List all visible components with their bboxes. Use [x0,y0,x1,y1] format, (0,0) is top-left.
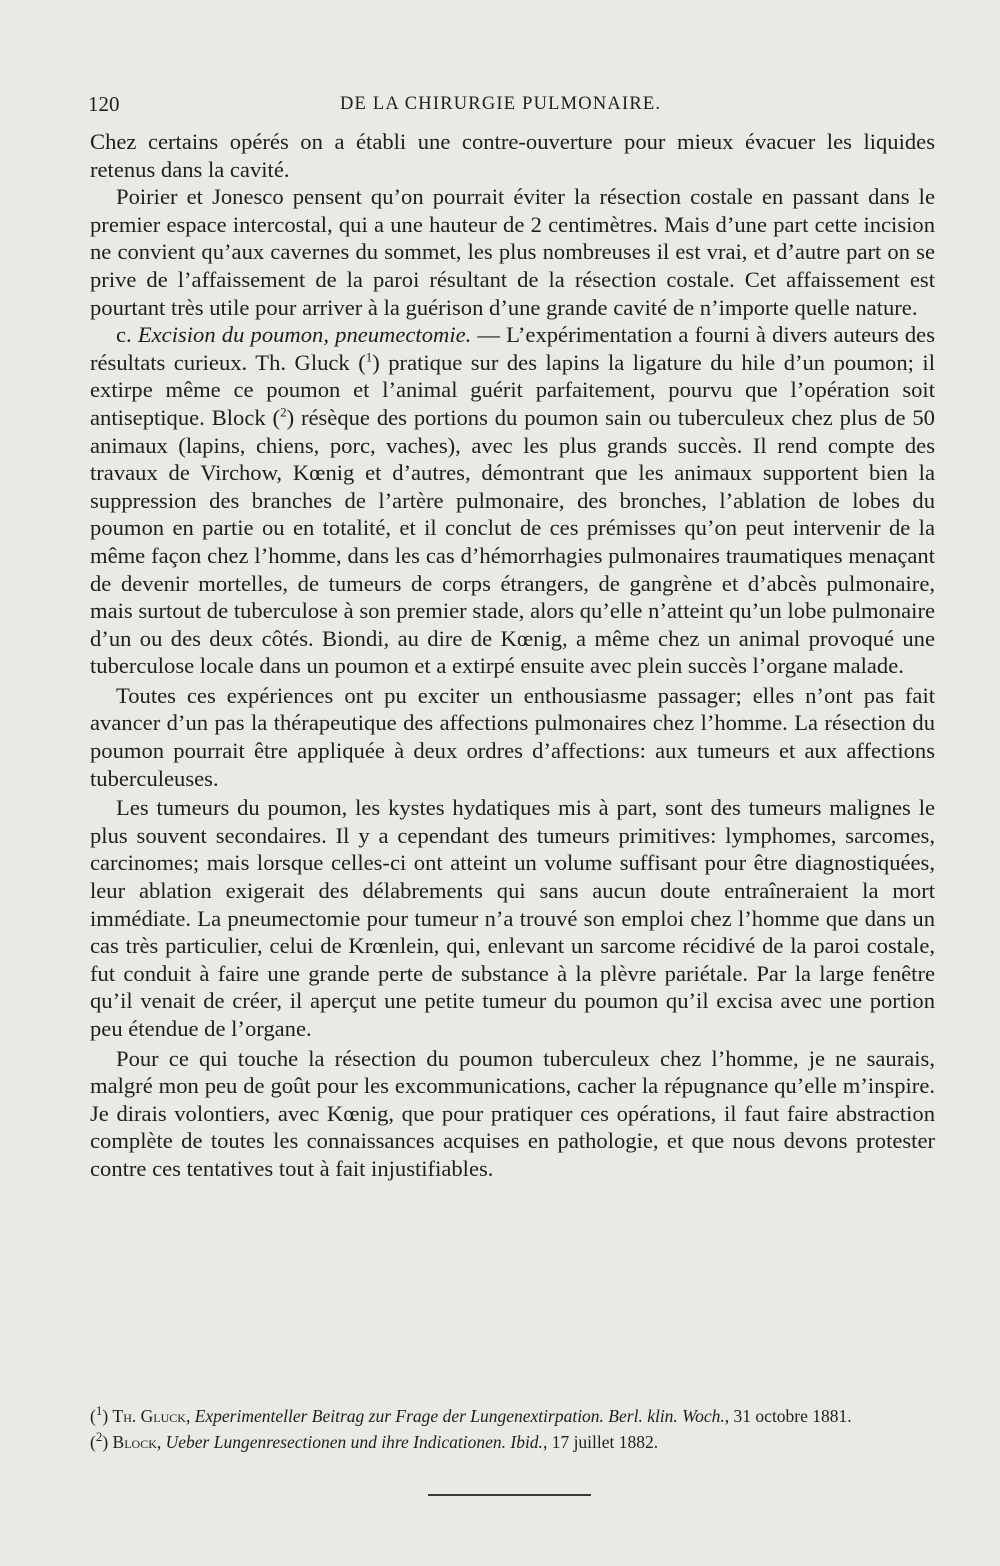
paragraph-text: ) pratique sur des lapins la ligature du hile d’un poumon; il extirpe même ce poumon et l’animal guérit parfaitement, pourvu que l’opération soit antiseptique. Block ( [90,349,935,430]
footnote-rest: , 31 octobre 1881. [724,1406,852,1426]
footnote-mark: 1 [95,1403,103,1419]
footnote-author: Block [112,1432,157,1452]
footnote-rest: , 17 juillet 1882. [542,1432,659,1452]
paragraph-experiences: Toutes ces expériences ont pu exciter un enthousiasme passager; elles n’ont pas fait avancer d’un pas la thérapeutique des affections pulmonaires chez l’homme. La résection du poumon pourrait être appliquée à deux ordres d’affections: aux tumeurs et aux affections tuberculeuses. [90,682,935,791]
footnote-2: ($^2$) Block, Ueber Lungenresectionen und ihre Indicationen. Ibid., 17 juillet 1882. [90,1429,659,1452]
paragraph-contre-ouverture: Chez certains opérés on a établi une contre-ouverture pour mieux évacuer les liquides retenus dans la cavité. [90,129,935,182]
footnote-1: ($^1$) Th. Gluck, Experimenteller Beitrag zur Frage der Lungenextirpation. Berl. klin. Woch., 31 octobre 1881. [90,1403,852,1426]
footnote-title: Experimenteller Beitrag zur Frage der Lungenextirpation. Berl. klin. Woch. [194,1406,725,1426]
paragraph-text: — L’expérimentation a fourni à divers auteurs des résultats curieux. Th. Gluck ( [90,322,935,375]
footer-rule [428,1494,591,1496]
footnote-ref-2: 2 [280,404,287,420]
paragraph-poirier-jonesco: Poirier et Jonesco pensent qu’on pourrait éviter la résection costale en passant dans le premier espace intercostal, qui a une hauteur de 2 centimètres. Mais d’une part cette incision ne convient qu’aux cavernes du sommet, les plus nombreuses il est vrai, et d’autre part on se prive de l’affaissement de la paroi résultant de la résection costale. Cet affaissement est pourtant très utile pour arriver à la guérison d’une grande cavité de n’importe quelle nature. [90,184,935,320]
footnote-author: Th. Gluck [112,1406,186,1426]
paragraph-text: ) résèque des portions du poumon sain ou tuberculeux chez plus de 50 animaux (lapins, chiens, porc, vaches), avec les plus grands succès. Il rend compte des travaux de Virchow, Kœnig et d’autres, démontrant que les animaux supportent bien la suppression des branches de l’artère pulmonaire, des bronches, l’ablation de lobes du poumon en partie ou en totalité, et il conclut de ces prémisses qu’on peut intervenir de la même façon chez l’homme, dans les cas d’hémorrhagies pulmonaires traumatiques menaçant de devenir mortelles, de tumeurs de corps étrangers, de gangrène et d’abcès pulmonaire, mais surtout de tuberculose à son premier stade, alors qu’elle n’atteint qu’un lobe pulmonaire d’un ou des deux côtés. Biondi, au dire de Kœnig, a même chez un animal provoqué une tuberculose locale dans un poumon et a extirpé ensuite avec plein succès l’organe malade. [90,404,935,679]
paragraph-resection-tuberculeux: Pour ce qui touche la résection du poumon tuberculeux chez l’homme, je ne saurais, malgré mon peu de goût pour les excommunications, cacher la répugnance qu’elle m’inspire. Je dirais volontiers, avec Kœnig, que pour pratiquer ces opérations, il faut faire abstraction complète de toutes les connaissances acquises en pathologie, et que nous devons protester contre ces tentatives tout à fait injustifiables. [90,1045,935,1181]
section-letter: c. [116,322,138,348]
page-number: 120 [88,92,120,116]
footnote-ref-1: 1 [365,349,373,365]
running-title: DE LA CHIRURGIE PULMONAIRE. [340,94,662,114]
paragraph-tumeurs: Les tumeurs du poumon, les kystes hydatiques mis à part, sont des tumeurs malignes le plus souvent secondaires. Il y a cependant des tumeurs primitives: lymphomes, sarcomes, carcinomes; mais lorsque celles-ci ont atteint un volume suffisant pour être diagnostiquées, leur ablation exigerait des délabrements qui sans aucun doute entraîneraient la mort immédiate. La pneumectomie pour tumeur n’a trouvé son emploi chez l’homme que dans un cas très particulier, celui de Krœnlein, qui, enlevant un sarcome récidivé de la paroi costale, fut conduit à faire une grande perte de substance à la plèvre pariétale. Par la large fenêtre qu’il venait de créer, il aperçut une petite tumeur du poumon qu’il excisa avec une portion peu étendue de l’organe. [90,795,935,1041]
body-text [90,128,935,1183]
paragraph-pneumectomie [90,321,935,680]
page-header [88,92,934,120]
footnote-title: Ueber Lungenresectionen und ihre Indicationen. Ibid. [165,1432,543,1452]
footnote-mark: 2 [95,1429,103,1445]
section-heading: Excision du poumon, pneumectomie. [137,322,472,348]
footnotes [90,1405,935,1457]
